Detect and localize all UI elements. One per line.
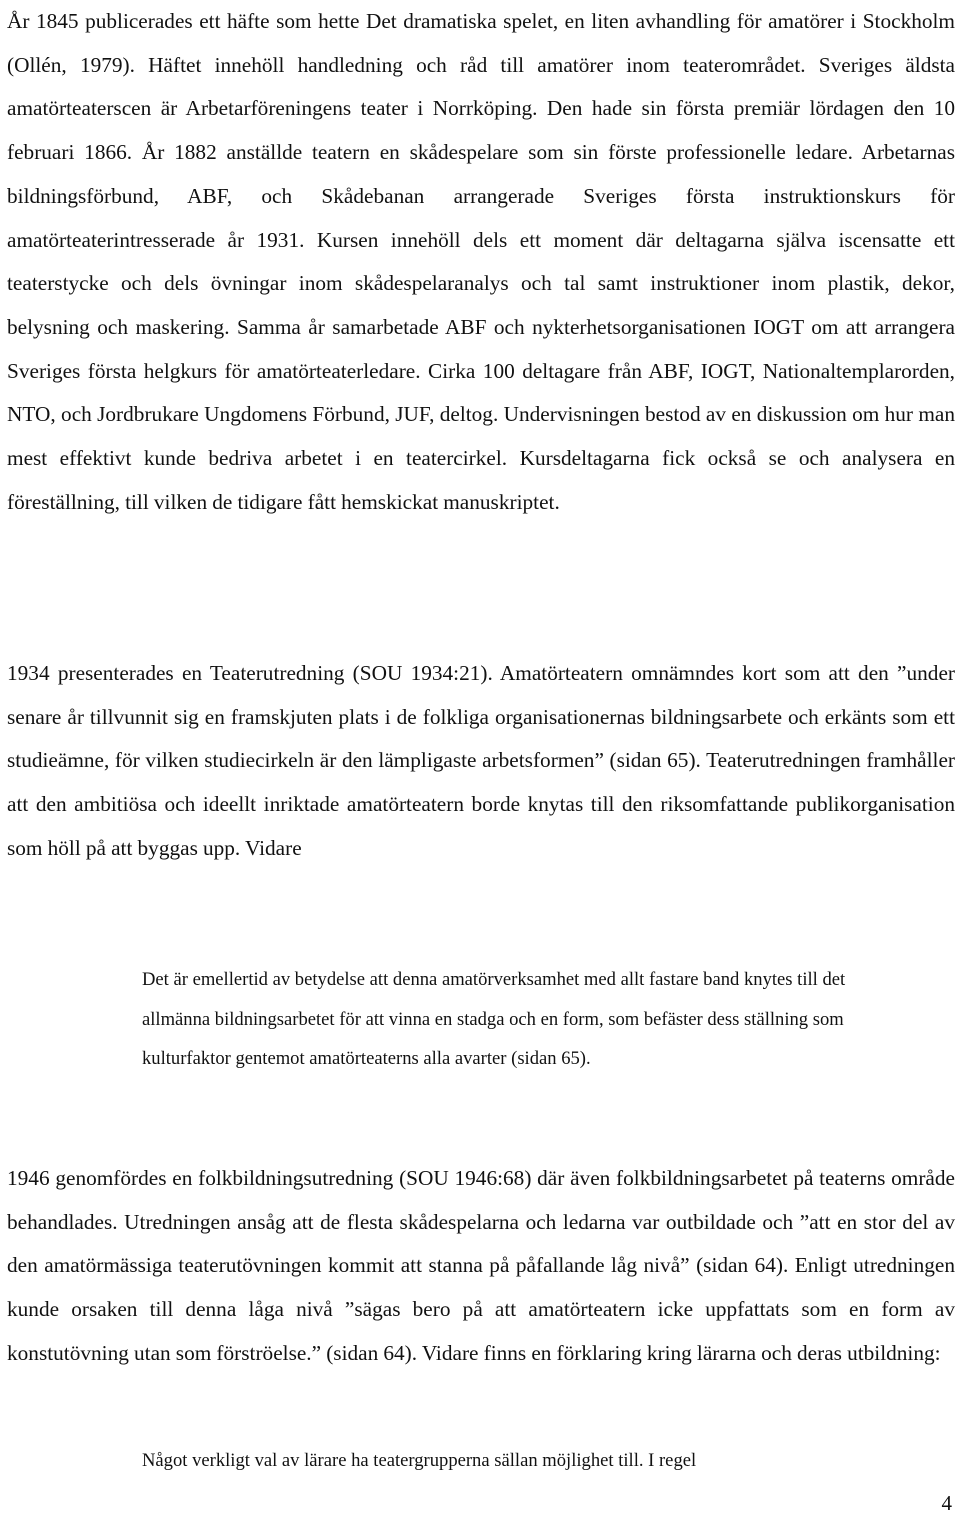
paragraph-amateur-theatre-history: År 1845 publicerades ett häfte som hette Det dramatiska spelet, en liten avhandling för amatörer i Stockholm (Ollén, 1979). Häftet innehöll handledning och råd till amatörer inom teaterområdet. Sveriges äldsta amatörteaterscen är Arbetarföreningens teater i Norrköping. Den hade sin första premiär lördagen den 10 februari 1866. År 1882 anställde teatern en skådespelare som sin förste professionelle ledare. Arbetarnas bildningsförbund, ABF, och Skådebanan arrangerade Sveriges första instruktionskurs för amatörteaterintresserade år 1931. Kursen innehöll dels ett moment där deltagarna själva iscensatte ett teaterstycke och dels övningar inom skådespelaranalys och tal samt instruktioner inom plastik, dekor, belysning och maskering. Samma år samarbetade ABF och nykterhetsorganisationen IOGT om att arrangera Sveriges första helgkurs för amatörteaterledare. Cirka 100 deltagare från ABF, IOGT, Nationaltemplarorden, NTO, och Jordbrukare Ungdomens Förbund, JUF, deltog. Undervisningen bestod av en diskussion om hur man mest effektivt kunde bedriva arbetet i en teatercirkel. Kursdeltagarna fick också se och analysera en föreställning, till vilken de tidigare fått hemskickat manuskriptet. xyxy=(7,9,955,514)
paragraph-theatre-inquiry-1934: 1934 presenterades en Teaterutredning (SOU 1934:21). Amatörteatern omnämndes kort som att den ”under senare år tillvunnit sig en framskjuten plats i de folkliga organisationernas bildningsarbete och erkänts som ett studieämne, för vilken studiecirkeln är den lämpligaste arbetsformen” (sidan 65). Teaterutredningen framhåller att den ambitiösa och ideellt inriktade amatörteatern borde knytas till den riksomfattande publikorganisation som höll på att byggas upp. Vidare xyxy=(7,661,955,860)
page-number: 4 xyxy=(941,1491,952,1515)
block-quote-1946: Något verkligt val av lärare ha teatergrupperna sällan möjlighet till. I regel xyxy=(142,1450,697,1471)
block-quote-1934: Det är emellertid av betydelse att denna amatörverksamhet med allt fastare band knytes till det allmänna bildningsarbetet för att vinna en stadga och en form, som befäster dess ställning som kulturfaktor gentemot amatörteaterns alla avarter (sidan 65). xyxy=(142,969,846,1070)
paragraph-folk-education-inquiry-1946: 1946 genomfördes en folkbildningsutredning (SOU 1946:68) där även folkbildningsarbetet på teaterns område behandlades. Utredningen ansåg att de flesta skådespelarna och ledarna var outbildade och ”att en stor del av den amatörmässiga teaterutövningen kommit att stanna på påfallande låg nivå” (sidan 64). Enligt utredningen kunde orsaken till denna låga nivå ”sägas bero på att amatörteatern icke uppfattats som en form av konstutövning utan som förströelse.” (sidan 64). Vidare finns en förklaring kring lärarna och deras utbildning: xyxy=(7,1166,955,1365)
